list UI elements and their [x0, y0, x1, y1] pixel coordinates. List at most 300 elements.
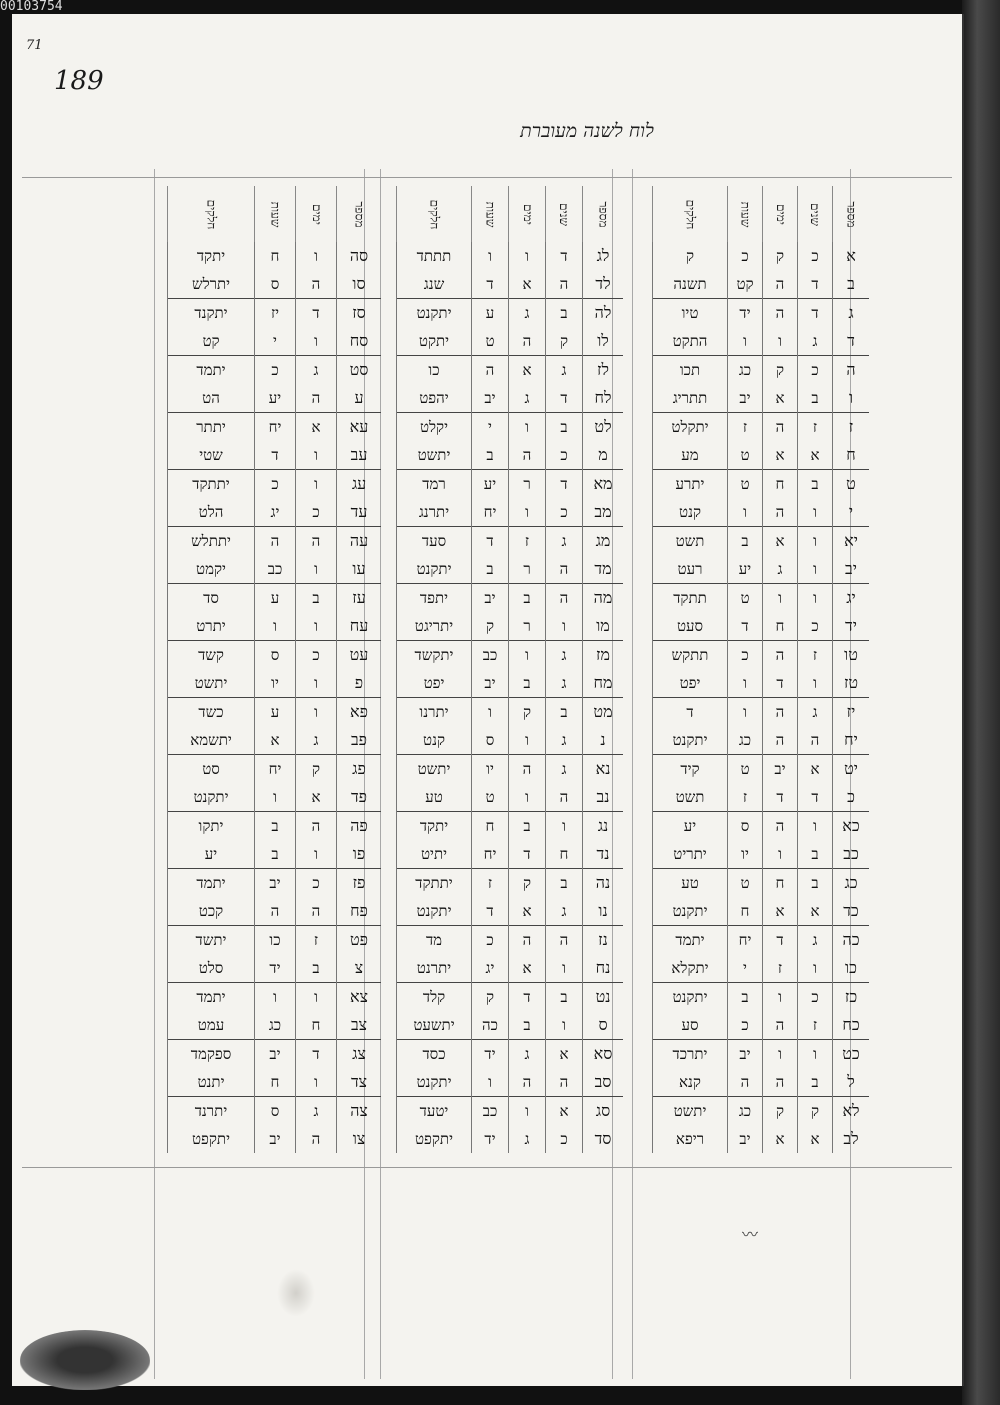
- table-row: [397, 1097, 624, 1126]
- table-row: [653, 498, 870, 527]
- table-cell: ז: [798, 1011, 833, 1040]
- table-cell: טיו: [653, 299, 728, 328]
- table-row: [397, 1068, 624, 1097]
- table-right: [652, 186, 869, 1153]
- table-row: [653, 242, 870, 270]
- ruling-line: [22, 1167, 952, 1168]
- table-cell: כ: [546, 498, 583, 527]
- table-cell: ו: [509, 498, 546, 527]
- table-cell: ב: [472, 555, 509, 584]
- table-cell: יטעד: [397, 1097, 472, 1126]
- table-cell: ס: [255, 641, 296, 670]
- row-number-cell: כב: [833, 840, 870, 869]
- table-cell: ו: [728, 669, 763, 698]
- row-number-cell: לה: [583, 299, 624, 328]
- table-cell: יתשט: [653, 1097, 728, 1126]
- table-cell: קיד: [653, 755, 728, 784]
- table-cell: ג: [546, 356, 583, 385]
- table-cell: יתקנט: [397, 897, 472, 926]
- table-cell: מד: [397, 926, 472, 955]
- table-cell: יג: [255, 498, 296, 527]
- ink-mark: 〰: [742, 1225, 759, 1244]
- table-row: [397, 555, 624, 584]
- table-cell: קלד: [397, 983, 472, 1012]
- table-row: [653, 1097, 870, 1126]
- table-row: [168, 641, 382, 670]
- row-number-cell: צו: [337, 1125, 382, 1153]
- table-row: [168, 783, 382, 812]
- table-cell: ב: [728, 527, 763, 556]
- table-row: [397, 698, 624, 727]
- table-row: [653, 1011, 870, 1040]
- row-number-cell: צב: [337, 1011, 382, 1040]
- table-cell: ז: [798, 641, 833, 670]
- table-cell: יתקד: [168, 242, 255, 270]
- table-row: [397, 726, 624, 755]
- table-cell: יתקנט: [653, 726, 728, 755]
- table-cell: ד: [798, 270, 833, 299]
- table-cell: ג: [296, 726, 337, 755]
- table-cell: ה: [546, 1068, 583, 1097]
- table-row: [168, 1011, 382, 1040]
- table-cell: ב: [798, 869, 833, 898]
- table-cell: ד: [296, 1040, 337, 1069]
- row-number-cell: מא: [583, 470, 624, 499]
- table-cell: ד: [472, 527, 509, 556]
- row-number-cell: צג: [337, 1040, 382, 1069]
- table-cell: ו: [509, 783, 546, 812]
- table-cell: א: [296, 413, 337, 442]
- table-cell: ה: [763, 698, 798, 727]
- row-number-cell: יט: [833, 755, 870, 784]
- table-cell: כ: [728, 1011, 763, 1040]
- row-number-cell: סג: [583, 1097, 624, 1126]
- table-cell: ו: [509, 726, 546, 755]
- row-number-cell: ה: [833, 356, 870, 385]
- table-cell: א: [763, 527, 798, 556]
- table-cell: יתמד: [653, 926, 728, 955]
- table-cell: כג: [728, 726, 763, 755]
- table-cell: א: [509, 897, 546, 926]
- table-cell: ח: [763, 470, 798, 499]
- table-cell: ד: [509, 840, 546, 869]
- table-cell: ז: [296, 926, 337, 955]
- table-row: [168, 726, 382, 755]
- table-cell: כ: [798, 983, 833, 1012]
- table-cell: ו: [296, 840, 337, 869]
- table-cell: ט: [728, 441, 763, 470]
- row-number-cell: עו: [337, 555, 382, 584]
- row-number-cell: נ: [583, 726, 624, 755]
- table-cell: ג: [546, 755, 583, 784]
- table-row: [397, 242, 624, 270]
- table-cell: ד: [255, 441, 296, 470]
- table-row: [653, 470, 870, 499]
- table-cell: ד: [509, 983, 546, 1012]
- header-cell: מספר: [337, 186, 382, 242]
- paper-stain: [277, 1269, 315, 1317]
- table-cell: רמד: [397, 470, 472, 499]
- table-row: [168, 1097, 382, 1126]
- table-cell: ג: [546, 897, 583, 926]
- table-row: [397, 926, 624, 955]
- table-cell: א: [546, 1097, 583, 1126]
- table-cell: התקט: [653, 327, 728, 356]
- table-row: [653, 897, 870, 926]
- table-cell: ד: [653, 698, 728, 727]
- table-cell: כ: [255, 356, 296, 385]
- page-heading: לוח לשנה מעוברת: [520, 120, 654, 142]
- table-row: [168, 356, 382, 385]
- row-number-cell: לד: [583, 270, 624, 299]
- table-row: [653, 413, 870, 442]
- table-cell: ה: [509, 755, 546, 784]
- header-cell: שעות: [472, 186, 509, 242]
- row-number-cell: כז: [833, 983, 870, 1012]
- table-cell: ד: [798, 299, 833, 328]
- table-row: [168, 612, 382, 641]
- ruling-line: [22, 177, 952, 178]
- table-cell: כב: [255, 555, 296, 584]
- table-cell: א: [798, 1125, 833, 1153]
- table-row: [397, 327, 624, 356]
- table-cell: תשנה: [653, 270, 728, 299]
- row-number-cell: צא: [337, 983, 382, 1012]
- table-row: [168, 926, 382, 955]
- table-cell: ס: [255, 270, 296, 299]
- table-cell: קט: [728, 270, 763, 299]
- table-cell: ריפא: [653, 1125, 728, 1153]
- table-cell: ה: [509, 441, 546, 470]
- table-cell: ו: [798, 954, 833, 983]
- table-cell: ד: [546, 242, 583, 270]
- table-cell: ו: [296, 470, 337, 499]
- table-cell: יתשט: [168, 669, 255, 698]
- table-row: [168, 242, 382, 270]
- table-cell: ד: [546, 470, 583, 499]
- row-number-cell: נח: [583, 954, 624, 983]
- row-number-cell: פ: [337, 669, 382, 698]
- row-number-cell: יג: [833, 584, 870, 613]
- table-cell: שנג: [397, 270, 472, 299]
- row-number-cell: עה: [337, 527, 382, 556]
- row-number-cell: ד: [833, 327, 870, 356]
- table-cell: ה: [255, 527, 296, 556]
- row-number-cell: סב: [583, 1068, 624, 1097]
- table-cell: א: [255, 726, 296, 755]
- table-cell: ט: [728, 470, 763, 499]
- table-cell: יד: [472, 1040, 509, 1069]
- table-row: [397, 413, 624, 442]
- table-cell: יתשד: [168, 926, 255, 955]
- table-cell: יתקו: [168, 812, 255, 841]
- row-number-cell: פד: [337, 783, 382, 812]
- table-cell: כ: [546, 441, 583, 470]
- table-cell: ה: [728, 1068, 763, 1097]
- table-cell: ו: [296, 555, 337, 584]
- table-cell: ר: [509, 612, 546, 641]
- table-cell: ה: [763, 1011, 798, 1040]
- table-cell: ו: [798, 584, 833, 613]
- table-cell: יע: [472, 470, 509, 499]
- table-cell: יתשט: [397, 441, 472, 470]
- header-cell: שנים: [546, 186, 583, 242]
- table-cell: ו: [296, 327, 337, 356]
- table-cell: יב: [255, 1040, 296, 1069]
- table-cell: ר: [509, 555, 546, 584]
- table-cell: ג: [546, 726, 583, 755]
- row-number-cell: ח: [833, 441, 870, 470]
- row-number-cell: כו: [833, 954, 870, 983]
- table-cell: ק: [763, 356, 798, 385]
- table-cell: יתקפט: [168, 1125, 255, 1153]
- table-cell: יח: [255, 413, 296, 442]
- table-cell: ב: [798, 1068, 833, 1097]
- table-row: [397, 356, 624, 385]
- row-number-cell: עג: [337, 470, 382, 499]
- table-cell: יהפט: [397, 384, 472, 413]
- row-number-cell: עח: [337, 612, 382, 641]
- row-number-cell: כט: [833, 1040, 870, 1069]
- table-row: [397, 1040, 624, 1069]
- table-cell: יב: [472, 584, 509, 613]
- table-cell: ח: [546, 840, 583, 869]
- table-cell: ו: [798, 527, 833, 556]
- table-cell: ע: [472, 299, 509, 328]
- table-cell: טע: [397, 783, 472, 812]
- table-row: [397, 1125, 624, 1153]
- table-cell: ס: [728, 812, 763, 841]
- row-number-cell: לג: [583, 242, 624, 270]
- table-cell: כו: [397, 356, 472, 385]
- table-row: [397, 612, 624, 641]
- table-row: [168, 384, 382, 413]
- table-row: [653, 869, 870, 898]
- table-cell: ה: [509, 327, 546, 356]
- table-cell: ח: [472, 812, 509, 841]
- row-number-cell: יא: [833, 527, 870, 556]
- table-cell: יתשעט: [397, 1011, 472, 1040]
- table-cell: כ: [296, 498, 337, 527]
- folio-mark: 71: [26, 38, 43, 53]
- table-row: [168, 897, 382, 926]
- table-body: [653, 242, 870, 1153]
- table-cell: ג: [798, 698, 833, 727]
- table-cell: ח: [763, 869, 798, 898]
- row-number-cell: פט: [337, 926, 382, 955]
- table-cell: א: [509, 356, 546, 385]
- table-row: [653, 954, 870, 983]
- table-cell: יב: [472, 384, 509, 413]
- table-cell: ב: [546, 983, 583, 1012]
- table-cell: ד: [763, 783, 798, 812]
- table-cell: א: [798, 755, 833, 784]
- table-cell: יתשמא: [168, 726, 255, 755]
- table-cell: ט: [472, 783, 509, 812]
- table-cell: כשד: [168, 698, 255, 727]
- table-cell: יג: [472, 954, 509, 983]
- row-number-cell: נז: [583, 926, 624, 955]
- table-row: [397, 669, 624, 698]
- table-cell: ג: [798, 926, 833, 955]
- table-cell: ו: [296, 441, 337, 470]
- table-cell: ה: [296, 270, 337, 299]
- table-cell: ו: [472, 698, 509, 727]
- table-row: [397, 270, 624, 299]
- table-cell: תתתד: [397, 242, 472, 270]
- table-cell: ב: [798, 384, 833, 413]
- table-row: [397, 812, 624, 841]
- table-cell: ו: [296, 669, 337, 698]
- table-cell: קנט: [397, 726, 472, 755]
- table-cell: כ: [255, 470, 296, 499]
- table-cell: ק: [653, 242, 728, 270]
- image-id: 00103754: [0, 0, 63, 14]
- table-cell: סט: [168, 755, 255, 784]
- table-cell: ג: [296, 1097, 337, 1126]
- row-number-cell: כג: [833, 869, 870, 898]
- row-number-cell: מג: [583, 527, 624, 556]
- table-cell: יב: [255, 869, 296, 898]
- table-row: [397, 840, 624, 869]
- header-cell: שעות: [255, 186, 296, 242]
- table-cell: א: [798, 897, 833, 926]
- table-cell: ד: [798, 783, 833, 812]
- row-number-cell: ב: [833, 270, 870, 299]
- table-cell: ק: [546, 327, 583, 356]
- table-row: [168, 669, 382, 698]
- row-number-cell: טו: [833, 641, 870, 670]
- header-cell: חלקים: [397, 186, 472, 242]
- table-cell: שטי: [168, 441, 255, 470]
- table-row: [653, 783, 870, 812]
- table-cell: כג: [255, 1011, 296, 1040]
- row-number-cell: א: [833, 242, 870, 270]
- table-row: [653, 698, 870, 727]
- table-cell: ב: [509, 584, 546, 613]
- table-cell: ו: [798, 1040, 833, 1069]
- row-number-cell: כ: [833, 783, 870, 812]
- row-number-cell: עד: [337, 498, 382, 527]
- table-cell: ד: [763, 669, 798, 698]
- header-cell: שעות: [728, 186, 763, 242]
- table-cell: ב: [509, 669, 546, 698]
- row-number-cell: צד: [337, 1068, 382, 1097]
- table-row: [653, 755, 870, 784]
- row-number-cell: פא: [337, 698, 382, 727]
- row-number-cell: עז: [337, 584, 382, 613]
- table-cell: ו: [798, 498, 833, 527]
- table-cell: ו: [728, 498, 763, 527]
- table-cell: יתקלא: [653, 954, 728, 983]
- table-cell: כ: [296, 869, 337, 898]
- table-cell: יתתלש: [168, 527, 255, 556]
- table-cell: ק: [798, 1097, 833, 1126]
- table-cell: ה: [546, 555, 583, 584]
- table-cell: יתמד: [168, 356, 255, 385]
- table-cell: יד: [255, 954, 296, 983]
- table-cell: ד: [728, 612, 763, 641]
- table-middle: [396, 186, 623, 1153]
- table-cell: יתקט: [397, 327, 472, 356]
- table-cell: כסד: [397, 1040, 472, 1069]
- table-cell: יתמד: [168, 983, 255, 1012]
- table-row: [397, 299, 624, 328]
- table-row: [397, 954, 624, 983]
- table-cell: ג: [798, 327, 833, 356]
- table-cell: סעט: [653, 612, 728, 641]
- table-cell: ג: [509, 299, 546, 328]
- table-cell: ב: [546, 299, 583, 328]
- table-cell: סע: [653, 1011, 728, 1040]
- table-row: [397, 783, 624, 812]
- table-cell: ד: [296, 299, 337, 328]
- table-cell: ט: [472, 327, 509, 356]
- table-cell: ד: [763, 926, 798, 955]
- table-row: [653, 1125, 870, 1153]
- table-row: [168, 1068, 382, 1097]
- table-cell: ב: [472, 441, 509, 470]
- table-cell: יתתקד: [168, 470, 255, 499]
- table-row: [168, 270, 382, 299]
- table-cell: רעט: [653, 555, 728, 584]
- table-cell: יב: [728, 1125, 763, 1153]
- table-cell: י: [255, 327, 296, 356]
- table-cell: כב: [472, 641, 509, 670]
- table-row: [653, 983, 870, 1012]
- table-cell: ו: [296, 1068, 337, 1097]
- table-row: [397, 869, 624, 898]
- row-number-cell: יד: [833, 612, 870, 641]
- table-row: [397, 384, 624, 413]
- header-cell: מספר: [583, 186, 624, 242]
- table-cell: ו: [763, 1040, 798, 1069]
- table-cell: יב: [472, 669, 509, 698]
- table-cell: ה: [509, 1068, 546, 1097]
- table-cell: יפט: [653, 669, 728, 698]
- row-number-cell: יח: [833, 726, 870, 755]
- table-cell: ו: [763, 584, 798, 613]
- row-number-cell: ע: [337, 384, 382, 413]
- row-number-cell: פו: [337, 840, 382, 869]
- table-cell: ט: [728, 869, 763, 898]
- table-cell: ה: [763, 270, 798, 299]
- table-cell: כ: [472, 926, 509, 955]
- table-row: [397, 755, 624, 784]
- table-cell: תתקש: [653, 641, 728, 670]
- table-cell: ב: [296, 584, 337, 613]
- table-cell: כ: [728, 242, 763, 270]
- table-cell: יו: [255, 669, 296, 698]
- table-cell: ה: [546, 783, 583, 812]
- row-number-cell: מז: [583, 641, 624, 670]
- table-row: [653, 327, 870, 356]
- table-cell: ז: [472, 869, 509, 898]
- ruling-line: [632, 169, 633, 1379]
- table-cell: ו: [296, 612, 337, 641]
- manuscript-page: [12, 14, 964, 1386]
- table-row: [397, 897, 624, 926]
- table-cell: תכו: [653, 356, 728, 385]
- table-cell: ז: [728, 413, 763, 442]
- table-row: [653, 584, 870, 613]
- table-cell: ו: [509, 242, 546, 270]
- table-left: [167, 186, 381, 1153]
- table-row: [653, 612, 870, 641]
- row-number-cell: נו: [583, 897, 624, 926]
- table-cell: ו: [472, 1068, 509, 1097]
- row-number-cell: ל: [833, 1068, 870, 1097]
